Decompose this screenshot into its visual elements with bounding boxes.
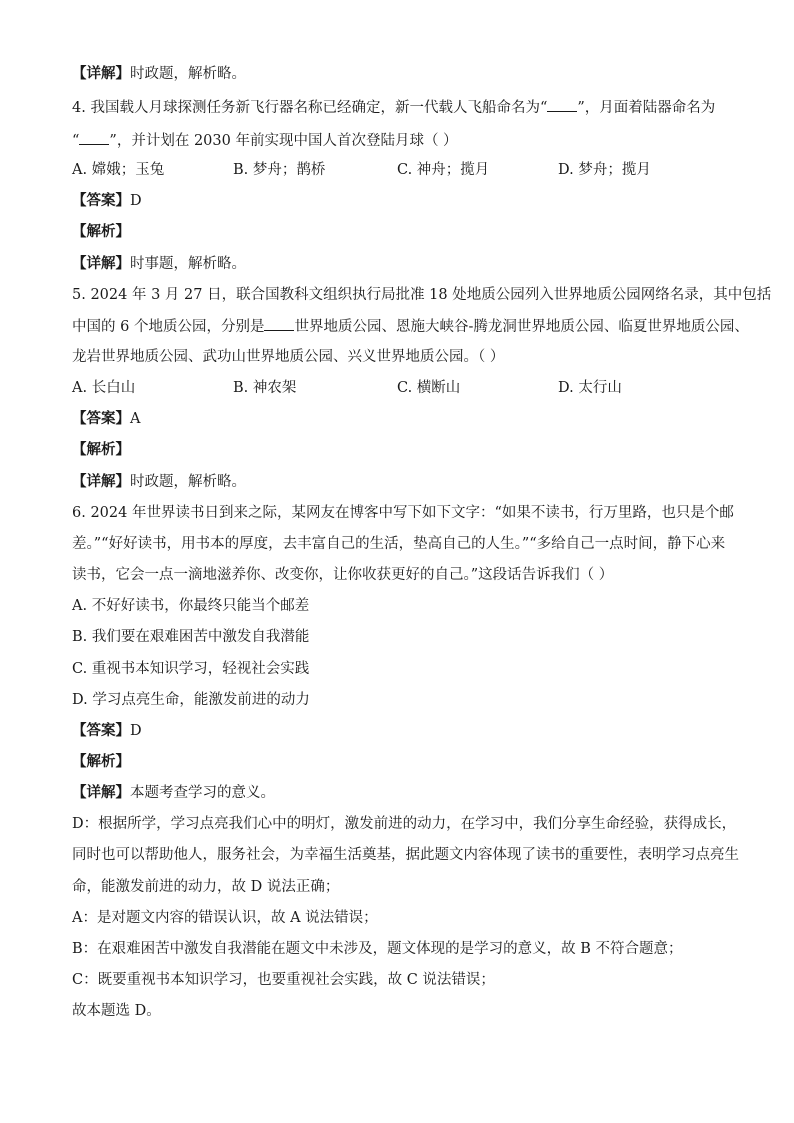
q6-answer: D [130,723,142,739]
q3-detail-text: 时政题，解析略。 [130,66,246,82]
detail-tag: 【详解】 [72,473,130,490]
q5-stem-text-b: 世界地质公园、恩施大峡谷-腾龙洞世界地质公园、临夏世界地质公园、 [294,319,749,335]
q5-option-b: B. 神农架 [233,380,297,396]
q6-stem-line-1: 6. 2024 年世界读书日到来之际，某网友在博客中写下如下文字：“如果不读书，行万里路，也只是个邮 [72,505,734,521]
q4-option-a: A. 嫦娥；玉兔 [72,162,165,178]
q6-analysis-line [72,752,130,772]
q5-detail-text: 时政题，解析略。 [130,474,246,490]
q4-detail-line [72,254,246,274]
q4-option-b: B. 梦舟；鹊桥 [233,162,326,178]
detail-tag: 【详解】 [72,65,130,82]
q6-explain-line: A：是对题文内容的错误认识，故 A 说法错误； [72,910,378,926]
q4-option-d: D. 梦舟；揽月 [558,162,651,178]
analysis-tag: 【解析】 [72,753,130,770]
q5-option-d: D. 太行山 [558,380,622,396]
q6-explain-line: D：根据所学，学习点亮我们心中的明灯，激发前进的动力，在学习中，我们分享生命经验，获得成长， [72,816,737,832]
q4-stem-line-2 [72,130,458,151]
q5-blank [264,316,294,331]
q6-explain-line: B：在艰难困苦中激发自我潜能在题文中未涉及，题文体现的是学习的意义，故 B 不符合题意； [72,941,683,957]
q6-stem-line-2: 差。”“好好读书，用书本的厚度，去丰富自己的生活，垫高自己的人生。”“多给自己一点时间，静下心来 [72,536,726,552]
answer-tag: 【答案】 [72,410,130,427]
q6-option-a: A. 不好好读书，你最终只能当个邮差 [72,598,310,614]
q5-stem-text-a: 中国的 6 个地质公园，分别是 [72,319,265,335]
detail-tag: 【详解】 [72,784,130,801]
detail-tag: 【详解】 [72,255,130,272]
q6-explain-line: C：既要重视书本知识学习，也要重视社会实践，故 C 说法错误； [72,972,495,988]
q5-answer-line [72,409,140,429]
q4-analysis-line [72,222,130,242]
q6-explain-line: 同时也可以帮助他人，服务社会，为幸福生活奠基，据此题文内容体现了读书的重要性，表明学习点亮生 [72,847,739,863]
q4-stem-text-c: “ [72,133,80,149]
q4-answer-line [72,191,142,211]
q4-stem-text-a: 4. 我国载人月球探测任务新飞行器名称已经确定，新一代载人飞船命名为“ [72,100,548,116]
q4-stem-text-b: ”，月面着陆器命名为 [577,100,716,116]
q5-stem-line-1: 5. 2024 年 3 月 27 日，联合国教科文组织执行局批准 18 处地质公园列入世界地质公园网络名录，其中包括 [72,287,772,303]
q4-detail-text: 时事题，解析略。 [130,256,246,272]
q6-detail-text: 本题考查学习的意义。 [130,785,275,801]
answer-tag: 【答案】 [72,722,130,739]
answer-tag: 【答案】 [72,192,130,209]
q5-detail-line [72,472,246,492]
analysis-tag: 【解析】 [72,223,130,240]
q4-stem-text-d: ”，并计划在 2030 年前实现中国人首次登陆月球（ ） [109,133,458,149]
q4-blank-2 [79,130,109,145]
q6-explain-line: 命，能激发前进的动力，故 D 说法正确； [72,879,340,895]
q6-option-b: B. 我们要在艰难困苦中激发自我潜能 [72,629,310,645]
q6-conclusion-line: 故本题选 D。 [72,1003,161,1019]
q4-answer: D [130,193,142,209]
q6-answer-line [72,721,142,741]
q5-stem-line-3: 龙岩世界地质公园、武功山世界地质公园、兴义世界地质公园。（ ） [72,349,505,365]
q6-stem-line-3: 读书，它会一点一滴地滋养你、改变你，让你收获更好的自己。”这段话告诉我们（ ） [72,567,614,583]
q5-option-a: A. 长白山 [72,380,136,396]
analysis-tag: 【解析】 [72,441,130,458]
q6-detail-line [72,783,275,803]
q3-detail-line [72,64,246,84]
q5-stem-line-2 [72,316,749,337]
q4-stem-line-1 [72,97,715,118]
q6-option-c: C. 重视书本知识学习，轻视社会实践 [72,661,310,677]
q5-option-c: C. 横断山 [397,380,461,396]
q4-option-c: C. 神舟；揽月 [397,162,490,178]
q6-option-d: D. 学习点亮生命，能激发前进的动力 [72,692,310,708]
q4-blank-1 [547,97,577,112]
q5-answer: A [130,411,141,427]
q5-analysis-line [72,440,130,460]
